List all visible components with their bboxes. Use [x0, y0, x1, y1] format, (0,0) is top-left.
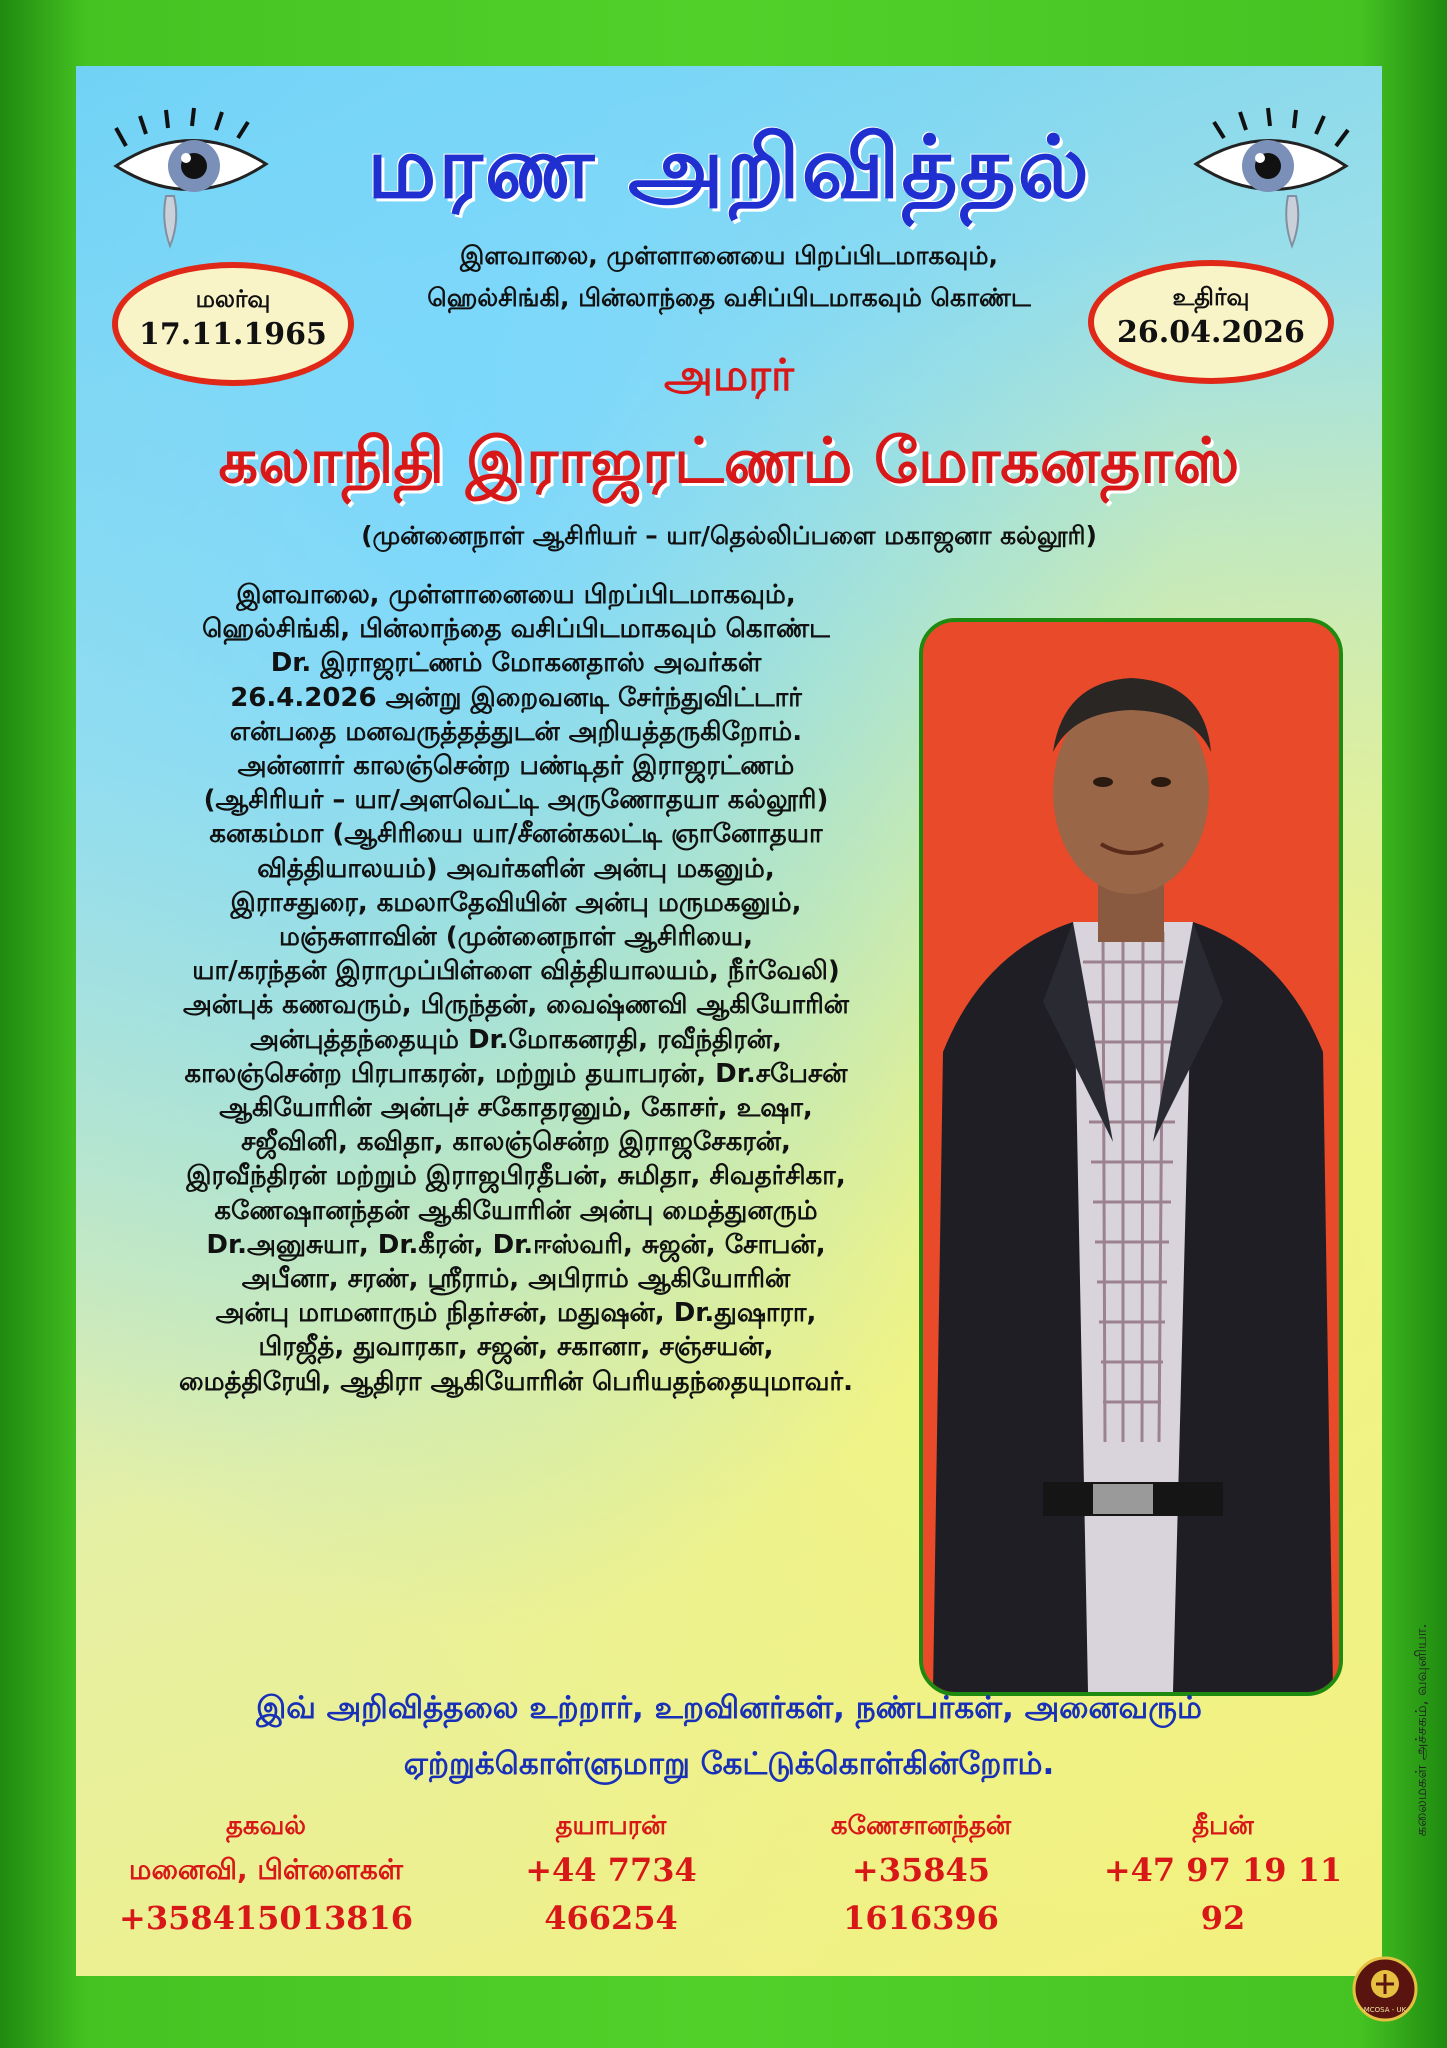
body-line: Dr.அனுசுயா, Dr.கீரன், Dr.ஈஸ்வரி, சுஜன், சோபன்,	[206, 1229, 826, 1260]
body-line: காலஞ்சென்ற பிரபாகரன், மற்றும் தயாபரன், Dr.சபேசன்	[184, 1058, 848, 1089]
deceased-role: (முன்னைநாள் ஆசிரியர் – யா/தெல்லிப்பளை மகாஜனா கல்லூரி)	[361, 521, 1097, 550]
death-label: உதிர்வு	[1172, 282, 1250, 311]
crying-eye-icon	[106, 106, 276, 256]
contact-heading: தீபன்	[1192, 1811, 1254, 1841]
body-line: சஜீவினி, கவிதா, காலஞ்சென்ற இராஜசேகரன்,	[241, 1127, 791, 1158]
printer-credit: கலைமகள் அச்சகம், வவுனியா.	[1412, 1623, 1430, 1837]
contact-phone: +35845 1616396	[843, 1851, 999, 1937]
body-line: அன்புக் கணவரும், பிருந்தன், வைஷ்ணவி ஆகியோரின்	[183, 990, 849, 1021]
body-line: என்பதை மனவருத்தத்துடன் அறியத்தருகிறோம்.	[229, 716, 803, 747]
notice-panel	[76, 66, 1382, 1976]
body-line: Dr. இராஜரட்ணம் மோகனதாஸ் அவர்கள்	[270, 648, 762, 679]
body-line: அபீனா, சரண், ஸ்ரீராம், அபிராம் ஆகியோரின்	[241, 1264, 791, 1295]
contact-phone: +358415013816	[119, 1899, 413, 1937]
person-silhouette	[923, 622, 1339, 1692]
death-date-badge	[1088, 260, 1334, 384]
contact-heading: தயாபரன்	[555, 1811, 667, 1841]
contact-ganesananthan	[776, 1806, 1066, 1942]
birth-date: 17.11.1965	[139, 317, 327, 352]
body-line: மைத்திரேயி, ஆதிரா ஆகியோரின் பெரியதந்தையுமாவர்.	[179, 1366, 853, 1397]
origin-line-2: ஹெல்சிங்கி, பின்லாந்தை வசிப்பிடமாகவும் கொண்ட	[427, 283, 1031, 312]
contact-phone: +44 7734 466254	[525, 1851, 697, 1937]
closing-line-2: ஏற்றுக்கொள்ளுமாறு கேட்டுக்கொள்கின்றோம்.	[403, 1746, 1055, 1782]
contact-dayaparan	[476, 1806, 746, 1942]
notice-title: மரண அறிவித்தல்	[367, 118, 1091, 218]
body-line: இளவாலை, முள்ளானையை பிறப்பிடமாகவும்,	[236, 580, 796, 610]
body-line: யா/கரந்தன் இராமுப்பிள்ளை வித்தியாலயம், நீர்வேலி)	[192, 956, 840, 987]
closing-line-1: இவ் அறிவித்தலை உற்றார், உறவினர்கள், நண்பர்கள், அனைவரும்	[256, 1690, 1202, 1726]
body-line: பிரஜீத், துவாரகா, சஜன், சகானா, சஞ்சயன்,	[258, 1332, 774, 1363]
body-line: இராசதுரை, கமலாதேவியின் அன்பு மருமகனும்,	[230, 887, 802, 918]
body-line: கனகம்மா (ஆசிரியை யா/சீனன்கலட்டி ஞானோதயா	[209, 819, 823, 850]
contact-family	[96, 1806, 436, 1942]
body-line: அன்னார் காலஞ்சென்ற பண்டிதர் இராஜரட்ணம்	[237, 751, 795, 782]
birth-date-badge	[112, 262, 354, 386]
body-line: (ஆசிரியர் – யா/அளவெட்டி அருணோதயா கல்லூரி)	[203, 785, 829, 816]
body-line: ஆகியோரின் அன்புச் சகோதரனும், கோசர், உஷா,	[219, 1093, 813, 1124]
death-date: 26.04.2026	[1117, 315, 1305, 350]
crying-eye-icon	[1186, 106, 1356, 256]
origin-line-1: இளவாலை, முள்ளானையை பிறப்பிடமாகவும்,	[460, 241, 998, 270]
body-line: ஹெல்சிங்கி, பின்லாந்தை வசிப்பிடமாகவும் கொண்ட	[202, 614, 830, 645]
body-line: கணேஷானந்தன் ஆகியோரின் அன்பு மைத்துனரும்	[214, 1195, 818, 1226]
closing-message	[136, 1680, 1322, 1792]
contact-heading: தகவல்	[225, 1811, 307, 1841]
body-line: அன்புத்தந்தையும் Dr.மோகனரதி, ரவீந்திரன்,	[250, 1024, 782, 1055]
deceased-name: கலாநிதி இராஜரட்ணம் மோகனதாஸ்	[218, 424, 1240, 497]
body-line: வித்தியாலயம்) அவர்களின் அன்பு மகனும்,	[257, 853, 775, 884]
contact-name: மனைவி, பிள்ளைகள்	[128, 1853, 404, 1886]
birth-label: மலர்வு	[195, 284, 271, 313]
logo-text: MCOSA - UK	[1363, 2006, 1407, 2014]
obituary-body	[96, 578, 936, 1399]
body-line: 26.4.2026 அன்று இறைவனடி சேர்ந்துவிட்டார்	[230, 682, 802, 713]
portrait-photo	[919, 618, 1343, 1696]
organization-logo	[1352, 1956, 1418, 2022]
contact-heading: கணேசானந்தன்	[830, 1811, 1012, 1841]
contact-deepan	[1088, 1806, 1358, 1942]
honorific: அமரர்	[663, 350, 795, 401]
body-line: அன்பு மாமனாரும் நிதர்சன், மதுஷன், Dr.துஷாரா,	[215, 1298, 817, 1329]
contact-phone: +47 97 19 11 92	[1103, 1851, 1343, 1937]
body-line: மஞ்சுளாவின் (முன்னைநாள் ஆசிரியை,	[279, 922, 753, 953]
body-line: இரவீந்திரன் மற்றும் இராஜபிரதீபன், சுமிதா, சிவதர்சிகா,	[186, 1161, 846, 1192]
